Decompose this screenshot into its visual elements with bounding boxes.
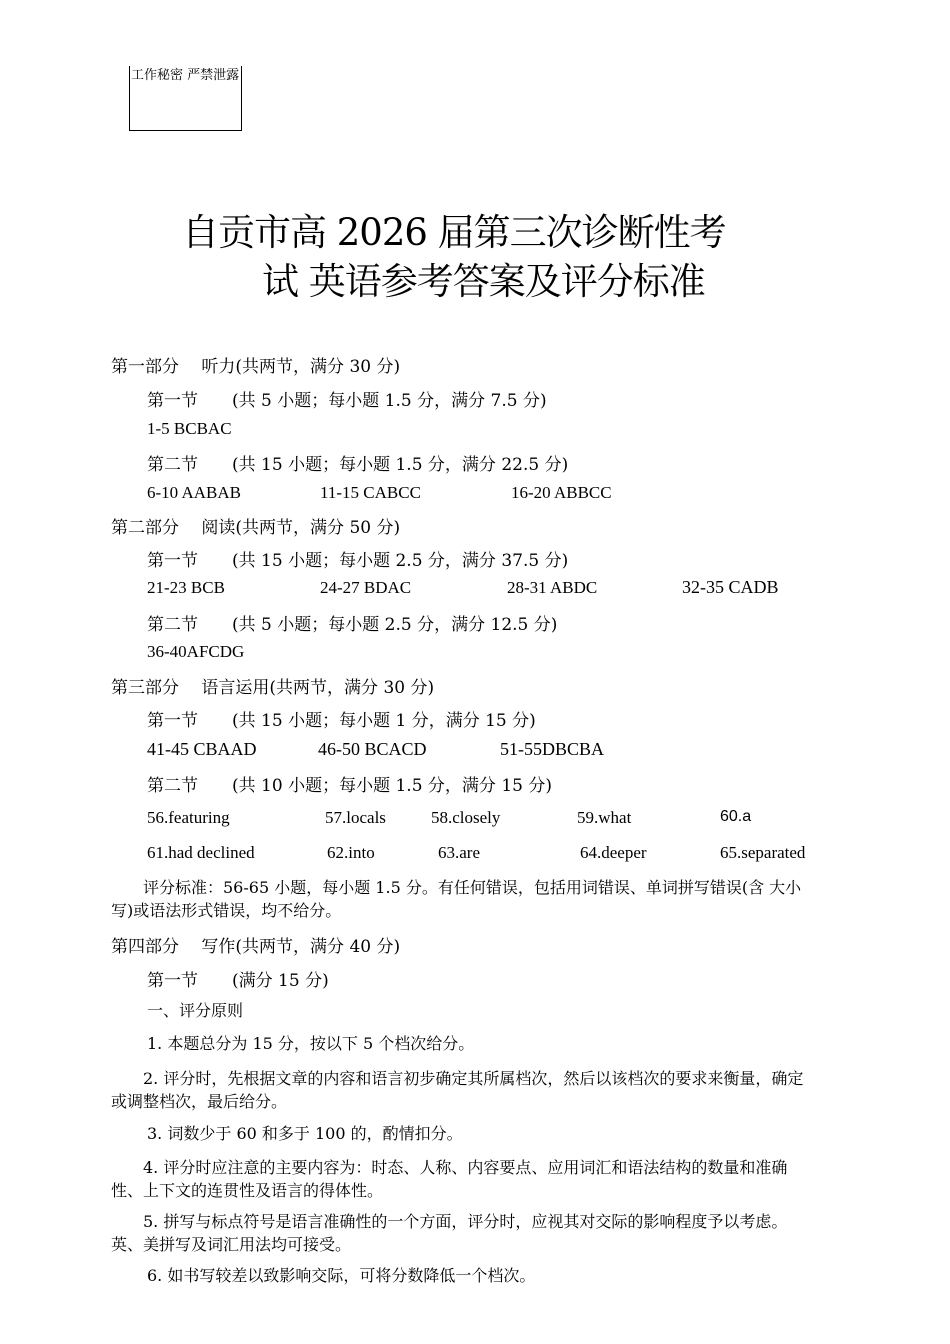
fill-answer: 62.into (327, 843, 375, 862)
document-title-line1: 自贡市高 2026 届第三次诊断性考 (182, 211, 726, 254)
part1-sec2-heading: 第二节 (共 15 小题；每小题 1.5 分，满分 22.5 分) (147, 455, 569, 475)
answer-group: 28-31 ABDC (507, 578, 598, 597)
part3-heading: 第三部分 语言运用(共两节，满分 30 分) (111, 678, 435, 698)
fill-answer: 59.what (577, 808, 632, 827)
rule-item: 3. 词数少于 60 和多于 100 的，酌情扣分。 (147, 1124, 463, 1143)
part4-heading: 第四部分 写作(共两节，满分 40 分) (111, 937, 401, 957)
rule-item: 4. 评分时应注意的主要内容为：时态、人称、内容要点、应用词汇和语法结构的数量和准确性、上下文的连贯性及语言的得体性。 (111, 1158, 788, 1200)
rule-item: 6. 如书写较差以致影响交际，可将分数降低一个档次。 (147, 1266, 536, 1285)
fill-answer: 60.a (720, 808, 752, 825)
fill-answer: 65.separated (720, 843, 806, 862)
fill-answer: 61.had declined (147, 843, 255, 862)
confidential-stamp-text: 工作秘密 严禁泄露 (131, 68, 240, 83)
part1-sec1-heading: 第一节 (共 5 小题；每小题 1.5 分，满分 7.5 分) (147, 391, 547, 411)
fill-answer: 63.are (438, 843, 481, 862)
answer-group: 6-10 AABAB (147, 483, 241, 502)
answer-group: 24-27 BDAC (320, 578, 412, 597)
part2-heading: 第二部分 阅读(共两节，满分 50 分) (111, 518, 401, 538)
answer-group: 21-23 BCB (147, 578, 225, 597)
document-title-line2: 试 英语参考答案及评分标准 (262, 260, 705, 303)
answer-group: 16-20 ABBCC (511, 483, 612, 502)
answer-group: 1-5 BCBAC (147, 419, 232, 438)
answer-group: 32-35 CADB (682, 577, 779, 597)
fill-answer: 64.deeper (580, 843, 647, 862)
part3-sec2-heading: 第二节 (共 10 小题；每小题 1.5 分，满分 15 分) (147, 776, 552, 796)
fill-answer: 57.locals (325, 808, 386, 827)
part2-sec2-heading: 第二节 (共 5 小题；每小题 2.5 分，满分 12.5 分) (147, 615, 558, 635)
part4-sec1-heading: 第一节 (满分 15 分) (147, 971, 329, 991)
answer-group: 46-50 BCACD (318, 739, 427, 759)
answer-group: 51-55DBCBA (500, 739, 605, 759)
answer-group: 41-45 CBAAD (147, 739, 257, 759)
rule-item: 1. 本题总分为 15 分，按以下 5 个档次给分。 (147, 1034, 475, 1053)
rule-item: 2. 评分时，先根据文章的内容和语言初步确定其所属档次，然后以该档次的要求来衡量，确定或调整档次，最后给分。 (111, 1069, 804, 1111)
fill-answer: 56.featuring (147, 808, 230, 827)
part2-sec1-heading: 第一节 (共 15 小题；每小题 2.5 分，满分 37.5 分) (147, 551, 569, 571)
principle-heading: 一、评分原则 (147, 1001, 244, 1020)
scoring-note: 评分标准：56-65 小题，每小题 1.5 分。有任何错误，包括用词错误、单词拼写错误(含 大小写)或语法形式错误，均不给分。 (111, 878, 802, 920)
answer-group: 11-15 CABCC (320, 483, 421, 502)
answer-group: 36-40AFCDG (147, 642, 245, 661)
part3-sec1-heading: 第一节 (共 15 小题；每小题 1 分，满分 15 分) (147, 711, 536, 731)
part1-heading: 第一部分 听力(共两节，满分 30 分) (111, 357, 401, 377)
rule-item: 5. 拼写与标点符号是语言准确性的一个方面，评分时，应视其对交际的影响程度予以考虑。英、美拼写及词汇用法均可接受。 (111, 1212, 788, 1254)
fill-answer: 58.closely (431, 808, 501, 827)
